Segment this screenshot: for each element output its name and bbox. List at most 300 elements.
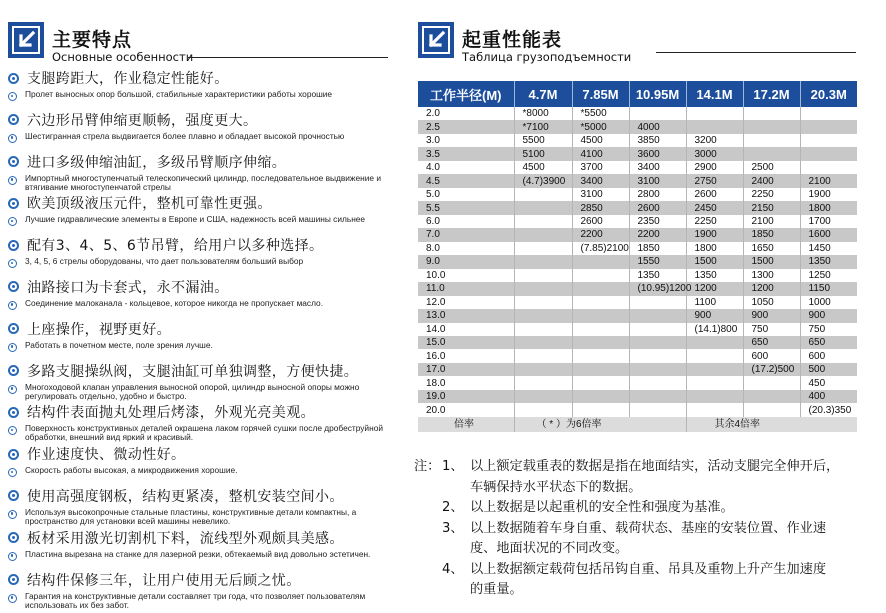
- load-cell: 650: [743, 336, 800, 349]
- feature-item: [8, 110, 400, 152]
- table-row: [418, 174, 857, 187]
- radius-cell: 3.5: [418, 147, 514, 160]
- load-cell: 4000: [629, 120, 686, 133]
- load-cell: 1800: [800, 201, 857, 214]
- table-row: [418, 323, 857, 336]
- table-footer-row: [418, 417, 857, 432]
- radius-cell: 2.0: [418, 107, 514, 120]
- load-cell: 600: [743, 349, 800, 362]
- load-cell: [572, 282, 629, 295]
- radius-cell: 20.0: [418, 403, 514, 416]
- load-cell: 1000: [800, 296, 857, 309]
- feature-ru-text: Шестигранная стрела выдвигается более плавно и обладает высокой прочностью: [25, 130, 345, 141]
- load-cell: [514, 255, 572, 268]
- radius-cell: 11.0: [418, 282, 514, 295]
- load-cell: 750: [743, 323, 800, 336]
- footer-note-left: （ * ）为6倍率: [514, 417, 686, 432]
- table-row: [418, 120, 857, 133]
- note-item: [414, 560, 876, 601]
- load-cell: [572, 403, 629, 416]
- load-cell: [686, 390, 743, 403]
- ring-bullet-icon: [8, 468, 17, 477]
- feature-item: [8, 570, 400, 612]
- ring-bullet-icon: [8, 259, 17, 268]
- radius-cell: 5.5: [418, 201, 514, 214]
- features-subtitle: Основные особенности: [52, 50, 194, 64]
- load-cell: 3400: [572, 174, 629, 187]
- load-cell: [800, 134, 857, 147]
- load-chart-title: 起重性能表: [462, 29, 563, 51]
- load-cell: [514, 242, 572, 255]
- load-cell: [514, 282, 572, 295]
- ring-bullet-icon: [8, 594, 17, 603]
- ring-bullet-icon: [8, 552, 17, 561]
- load-cell: [572, 363, 629, 376]
- radius-cell: 15.0: [418, 336, 514, 349]
- load-cell: 1850: [743, 228, 800, 241]
- load-cell: 4100: [572, 147, 629, 160]
- load-cell: 400: [800, 390, 857, 403]
- load-cell: 1450: [800, 242, 857, 255]
- table-row: [418, 269, 857, 282]
- load-cell: 1350: [800, 255, 857, 268]
- ring-bullet-icon: [8, 301, 17, 310]
- load-cell: [514, 363, 572, 376]
- load-cell: [800, 161, 857, 174]
- load-cell: [800, 107, 857, 120]
- ring-bullet-icon: [8, 574, 19, 585]
- features-list: [8, 68, 400, 611]
- load-cell: [514, 323, 572, 336]
- load-cell: (14.1)800: [686, 323, 743, 336]
- table-row: [418, 336, 857, 349]
- load-cell: (10.95)1200: [629, 282, 686, 295]
- load-cell: 1550: [629, 255, 686, 268]
- load-cell: [686, 107, 743, 120]
- load-cell: [686, 376, 743, 389]
- load-cell: 750: [800, 323, 857, 336]
- note-line: 以上数据额定载荷包括吊钩自重、吊具及重物上升产生加速度: [470, 561, 827, 577]
- load-cell: [572, 269, 629, 282]
- load-cell: *5000: [572, 120, 629, 133]
- load-cell: [743, 107, 800, 120]
- load-cell: [686, 336, 743, 349]
- feature-cn-row: [8, 528, 344, 548]
- arrow-down-left-icon: [8, 22, 44, 58]
- load-cell: [743, 134, 800, 147]
- column-header-boom: 10.95M: [629, 81, 686, 107]
- load-cell: 600: [800, 349, 857, 362]
- table-row: [418, 376, 857, 389]
- load-cell: 1050: [743, 296, 800, 309]
- load-cell: 4500: [572, 134, 629, 147]
- load-cell: 2100: [743, 215, 800, 228]
- feature-cn-text: 支腿跨距大，作业稳定性能好。: [27, 71, 229, 87]
- load-cell: 2250: [743, 188, 800, 201]
- radius-cell: 13.0: [418, 309, 514, 322]
- feature-ru-text: Соединение малоканала - кольцевое, которое никогда не пропускает масло.: [25, 297, 324, 308]
- ring-bullet-icon: [8, 365, 19, 376]
- load-cell: 2750: [686, 174, 743, 187]
- feature-ru-row: [8, 257, 400, 268]
- load-cell: [514, 201, 572, 214]
- load-cell: 2500: [743, 161, 800, 174]
- table-row: [418, 201, 857, 214]
- ring-bullet-icon: [8, 532, 19, 543]
- feature-item: [8, 277, 400, 319]
- ring-bullet-icon: [8, 176, 17, 185]
- feature-ru-row: [8, 215, 400, 226]
- ring-bullet-icon: [8, 134, 17, 143]
- load-cell: [686, 403, 743, 416]
- load-cell: 900: [686, 309, 743, 322]
- load-cell: 2200: [629, 228, 686, 241]
- feature-cn-text: 作业速度快、微动性好。: [27, 447, 186, 464]
- feature-ru-row: [8, 550, 400, 561]
- feature-cn-text: 油路接口为卡套式，永不漏油。: [27, 279, 229, 296]
- table-row: [418, 188, 857, 201]
- load-cell: [629, 336, 686, 349]
- load-cell: 1700: [800, 215, 857, 228]
- ring-bullet-icon: [8, 490, 19, 501]
- load-cell: [572, 349, 629, 362]
- load-cell: 500: [800, 363, 857, 376]
- note-line: 车辆保持水平状态下的数据。: [470, 479, 642, 495]
- feature-cn-text: 多路支腿操纵阀，支腿油缸可单独调整，方便快捷。: [27, 363, 359, 380]
- feature-cn-row: [8, 402, 315, 422]
- feature-ru-text: Гарантия на конструктивные детали составляет три года, что позволяет пользователям использовать их без забот.: [25, 590, 366, 610]
- feature-ru-row: [8, 466, 400, 477]
- load-cell: 900: [743, 309, 800, 322]
- radius-cell: 4.5: [418, 174, 514, 187]
- load-cell: [514, 188, 572, 201]
- feature-ru-text: Используя высокопрочные стальные пластины, конструктивные детали компактны, а пространство для установки всей машины невелико.: [25, 506, 357, 526]
- load-cell: (17.2)500: [743, 363, 800, 376]
- load-cell: [514, 349, 572, 362]
- feature-cn-text: 板材采用激光切割机下料，流线型外观颇具美感。: [27, 530, 344, 547]
- column-header-radius: 工作半径(M): [418, 81, 514, 107]
- load-cell: [743, 403, 800, 416]
- feature-cn-text: 六边形吊臂伸缩更顺畅，强度更大。: [27, 112, 258, 129]
- load-cell: [514, 215, 572, 228]
- feature-cn-row: [8, 193, 272, 213]
- ring-bullet-icon: [8, 426, 17, 435]
- feature-item: [8, 444, 400, 486]
- load-cell: 2850: [572, 201, 629, 214]
- feature-cn-text: 欧美顶级液压元件，整机可靠性更强。: [27, 196, 272, 213]
- load-cell: 1600: [800, 228, 857, 241]
- feature-cn-row: [8, 277, 229, 297]
- column-header-boom: 17.2M: [743, 81, 800, 107]
- table-row: [418, 228, 857, 241]
- load-cell: [514, 336, 572, 349]
- load-cell: [572, 376, 629, 389]
- load-cell: 1300: [743, 269, 800, 282]
- load-cell: [629, 107, 686, 120]
- feature-ru-text: 3, 4, 5, 6 стрелы оборудованы, что дает пользователям больший выбор: [25, 256, 304, 267]
- load-cell: [629, 309, 686, 322]
- load-cell: [629, 296, 686, 309]
- radius-cell: 4.0: [418, 161, 514, 174]
- load-cell: 450: [800, 376, 857, 389]
- radius-cell: 16.0: [418, 349, 514, 362]
- feature-ru-text: Пластина вырезана на станке для лазерной резки, обтекаемый вид довольно эстетичен.: [25, 548, 371, 559]
- load-cell: 1200: [686, 282, 743, 295]
- load-cell: [514, 269, 572, 282]
- feature-item: [8, 361, 400, 403]
- feature-item: [8, 235, 400, 277]
- feature-ru-text: Лучшие гидравлические элементы в Европе и США, надежность всей машины сильнее: [25, 214, 366, 225]
- load-cell: 2150: [743, 201, 800, 214]
- load-cell: [514, 309, 572, 322]
- feature-cn-row: [8, 361, 358, 381]
- load-cell: 1200: [743, 282, 800, 295]
- load-cell: *8000: [514, 107, 572, 120]
- load-cell: 3200: [686, 134, 743, 147]
- feature-ru-row: [8, 132, 400, 143]
- load-cell: [743, 390, 800, 403]
- load-cell: [514, 376, 572, 389]
- feature-cn-text: 进口多级伸缩油缸，多级吊臂顺序伸缩。: [27, 154, 287, 171]
- ring-bullet-icon: [8, 449, 19, 460]
- ring-bullet-icon: [8, 114, 19, 125]
- load-cell: 2100: [800, 174, 857, 187]
- load-cell: (20.3)350: [800, 403, 857, 416]
- load-chart-subtitle: Таблица грузоподъемности: [462, 50, 632, 64]
- load-cell: [572, 296, 629, 309]
- load-cell: [800, 147, 857, 160]
- note-number: 3、: [442, 520, 464, 536]
- load-cell: [743, 147, 800, 160]
- load-cell: 1850: [629, 242, 686, 255]
- load-cell: *5500: [572, 107, 629, 120]
- feature-cn-text: 结构件保修三年，让用户使用无后顾之忧。: [27, 572, 301, 589]
- load-cell: 3100: [572, 188, 629, 201]
- feature-ru-row: [8, 383, 400, 401]
- load-capacity-table: [418, 81, 857, 432]
- feature-ru-row: [8, 424, 400, 442]
- load-cell: [629, 376, 686, 389]
- load-cell: 2600: [686, 188, 743, 201]
- feature-ru-text: Импортный многоступенчатый телескопический цилиндр, последовательное выдвижение и втягивание многоступенчатой стрелы: [25, 172, 382, 192]
- feature-item: [8, 486, 400, 528]
- load-cell: [800, 120, 857, 133]
- load-cell: *7100: [514, 120, 572, 133]
- feature-ru-row: [8, 174, 400, 192]
- load-cell: 3600: [629, 147, 686, 160]
- column-header-boom: 7.85M: [572, 81, 629, 107]
- ring-bullet-icon: [8, 407, 19, 418]
- load-cell: [629, 323, 686, 336]
- feature-item: [8, 193, 400, 235]
- load-chart-header: [418, 22, 858, 72]
- features-header: [8, 22, 400, 72]
- feature-ru-row: [8, 592, 400, 610]
- radius-cell: 6.0: [418, 215, 514, 228]
- feature-ru-text: Скорость работы высокая, а микродвижения хорошие.: [25, 465, 238, 476]
- feature-ru-text: Работать в почетном месте, поле зрения лучше.: [25, 339, 213, 350]
- note-number: 4、: [442, 561, 464, 577]
- load-cell: [629, 403, 686, 416]
- load-cell: 1900: [800, 188, 857, 201]
- load-cell: 1500: [743, 255, 800, 268]
- load-cell: [572, 390, 629, 403]
- table-row: [418, 215, 857, 228]
- note-line: 以上数据随着车身自重、载荷状态、基座的安装位置、作业速: [470, 520, 827, 536]
- load-cell: 3700: [572, 161, 629, 174]
- ring-bullet-icon: [8, 156, 19, 167]
- table-row: [418, 403, 857, 416]
- load-cell: [686, 363, 743, 376]
- ring-bullet-icon: [8, 92, 17, 101]
- feature-cn-text: 上座操作，视野更好。: [27, 321, 171, 338]
- note-item: [414, 498, 876, 519]
- feature-cn-row: [8, 110, 257, 130]
- load-cell: [572, 255, 629, 268]
- ring-bullet-icon: [8, 323, 19, 334]
- load-cell: 2900: [686, 161, 743, 174]
- load-cell: 5100: [514, 147, 572, 160]
- load-cell: 900: [800, 309, 857, 322]
- feature-ru-row: [8, 299, 400, 310]
- footer-label: 倍率: [418, 417, 514, 432]
- load-cell: (4.7)3900: [514, 174, 572, 187]
- load-cell: 3400: [629, 161, 686, 174]
- feature-item: [8, 528, 400, 570]
- column-header-boom: 20.3M: [800, 81, 857, 107]
- load-cell: 2800: [629, 188, 686, 201]
- load-cell: 3100: [629, 174, 686, 187]
- load-cell: [514, 296, 572, 309]
- ring-bullet-icon: [8, 240, 19, 251]
- load-cell: [686, 120, 743, 133]
- ring-bullet-icon: [8, 385, 17, 394]
- ring-bullet-icon: [8, 281, 19, 292]
- feature-cn-row: [8, 486, 344, 506]
- feature-ru-text: Поверхность конструктивных деталей окрашена лаком горячей сушки после дробеструйной обработки, внешний вид яркий и красивый.: [25, 423, 383, 443]
- note-number: 2、: [442, 500, 464, 515]
- load-cell: 650: [800, 336, 857, 349]
- feature-ru-row: [8, 90, 400, 101]
- note-number: 1、: [442, 459, 464, 474]
- load-cell: [629, 390, 686, 403]
- load-cell: [514, 390, 572, 403]
- load-cell: 3850: [629, 134, 686, 147]
- load-cell: 1900: [686, 228, 743, 241]
- load-cell: (7.85)2100: [572, 242, 629, 255]
- load-cell: 1650: [743, 242, 800, 255]
- load-cell: 5500: [514, 134, 572, 147]
- note-line: 以上数据是以起重机的安全性和强度为基准。: [470, 500, 734, 515]
- notes-block: [414, 457, 876, 601]
- feature-ru-text: Пролет выносных опор большой, стабильные характеристики работы хорошие: [25, 89, 333, 99]
- load-cell: 2400: [743, 174, 800, 187]
- load-cell: 2250: [686, 215, 743, 228]
- radius-cell: 5.0: [418, 188, 514, 201]
- load-cell: [572, 309, 629, 322]
- feature-cn-row: [8, 68, 229, 88]
- load-cell: 1500: [686, 255, 743, 268]
- note-line: 度、地面状况的不同改变。: [470, 541, 629, 556]
- table-row: [418, 349, 857, 362]
- load-cell: [514, 403, 572, 416]
- radius-cell: 8.0: [418, 242, 514, 255]
- note-line: 的重量。: [470, 582, 523, 597]
- table-row: [418, 161, 857, 174]
- feature-cn-row: [8, 235, 323, 255]
- radius-cell: 19.0: [418, 390, 514, 403]
- load-cell: [572, 336, 629, 349]
- ring-bullet-icon: [8, 217, 17, 226]
- table-header-row: [418, 81, 857, 107]
- feature-ru-row: [8, 508, 400, 526]
- feature-ru-text: Многоходовой клапан управления выносной опорой, цилиндр выносной опоры можно регулировать отдельно, удобно и быстро.: [25, 381, 360, 401]
- radius-cell: 10.0: [418, 269, 514, 282]
- footer-note-right: 其余4倍率: [686, 417, 857, 432]
- load-cell: 4500: [514, 161, 572, 174]
- feature-cn-row: [8, 444, 185, 464]
- table-row: [418, 242, 857, 255]
- table-row: [418, 107, 857, 120]
- ring-bullet-icon: [8, 73, 19, 84]
- load-cell: 3000: [686, 147, 743, 160]
- table-row: [418, 363, 857, 376]
- table-row: [418, 309, 857, 322]
- note-line: 以上额定载重表的数据是指在地面结实，活动支腿完全伸开后，: [470, 459, 840, 474]
- features-title: 主要特点: [52, 29, 133, 51]
- feature-item: [8, 68, 400, 110]
- load-chart-divider: [656, 52, 856, 53]
- load-cell: 2350: [629, 215, 686, 228]
- table-row: [418, 134, 857, 147]
- note-item: [414, 519, 876, 560]
- load-cell: 2200: [572, 228, 629, 241]
- load-cell: [572, 323, 629, 336]
- load-cell: 1250: [800, 269, 857, 282]
- radius-cell: 2.5: [418, 120, 514, 133]
- load-cell: [743, 120, 800, 133]
- features-divider: [188, 57, 388, 58]
- column-header-boom: 4.7M: [514, 81, 572, 107]
- radius-cell: 9.0: [418, 255, 514, 268]
- column-header-boom: 14.1M: [686, 81, 743, 107]
- table-row: [418, 390, 857, 403]
- load-cell: 1100: [686, 296, 743, 309]
- radius-cell: 3.0: [418, 134, 514, 147]
- ring-bullet-icon: [8, 343, 17, 352]
- feature-cn-text: 结构件表面抛丸处理后烤漆，外观光亮美观。: [27, 405, 315, 422]
- feature-cn-row: [8, 152, 286, 172]
- arrow-down-left-icon: [418, 22, 454, 58]
- load-cell: 2600: [572, 215, 629, 228]
- feature-cn-row: [8, 570, 301, 590]
- ring-bullet-icon: [8, 198, 19, 209]
- table-row: [418, 147, 857, 160]
- radius-cell: 18.0: [418, 376, 514, 389]
- radius-cell: 14.0: [418, 323, 514, 336]
- table-row: [418, 255, 857, 268]
- radius-cell: 12.0: [418, 296, 514, 309]
- load-cell: [686, 349, 743, 362]
- feature-item: [8, 152, 400, 194]
- load-cell: [629, 349, 686, 362]
- note-item: [414, 457, 876, 498]
- feature-item: [8, 402, 400, 444]
- radius-cell: 17.0: [418, 363, 514, 376]
- load-cell: [629, 363, 686, 376]
- load-cell: 2450: [686, 201, 743, 214]
- load-cell: 1150: [800, 282, 857, 295]
